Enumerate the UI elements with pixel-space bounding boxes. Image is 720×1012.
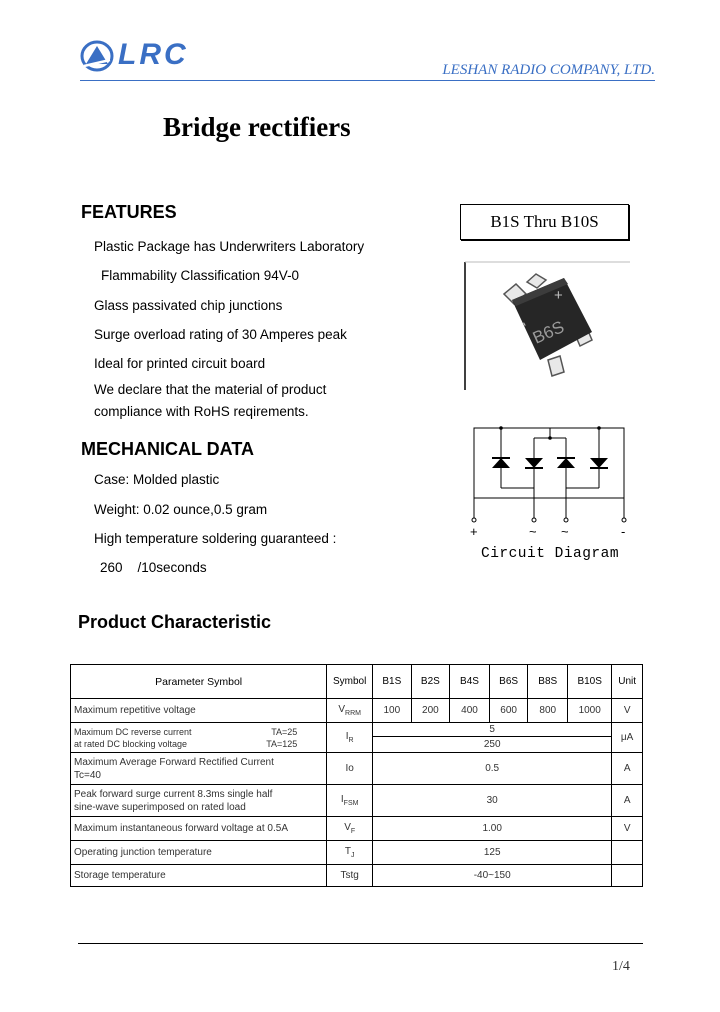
table-header: B10S xyxy=(568,665,612,699)
circuit-caption: Circuit Diagram xyxy=(481,546,620,562)
unit-cell: A xyxy=(612,785,643,817)
package-photo xyxy=(464,260,630,390)
mechanical-line: High temperature soldering guaranteed : xyxy=(94,531,337,546)
mechanical-line: 260 /10seconds xyxy=(100,560,207,575)
symbol-cell: $V_{RRM}$ xyxy=(327,699,373,723)
terminal-ac: ~ xyxy=(561,524,569,539)
page-title: Bridge rectifiers xyxy=(163,112,351,142)
unit-cell xyxy=(612,841,643,865)
value-cell: 30 xyxy=(373,785,612,817)
symbol-cell: $I_{FSM}$ xyxy=(327,785,373,817)
spec-table xyxy=(70,664,643,887)
table-row xyxy=(71,723,643,737)
table-header-row xyxy=(71,665,643,699)
company-name: LESHAN RADIO COMPANY, LTD. xyxy=(442,62,655,78)
feature-line: Glass passivated chip junctions xyxy=(94,298,283,313)
circuit-diagram xyxy=(464,420,634,545)
symbol-cell: $I_R$ xyxy=(327,723,373,753)
table-header: B1S xyxy=(373,665,412,699)
param-cell: Maximum DC reverse current TA=25 at rated DC blocking voltage TA=125 xyxy=(71,723,327,753)
value-cell: 600 xyxy=(489,699,528,723)
value-cell: 1.00 xyxy=(373,817,612,841)
unit-cell: μA xyxy=(612,723,643,753)
param-cell: Storage temperature xyxy=(71,865,327,887)
unit-cell xyxy=(612,865,643,887)
table-header: B4S xyxy=(450,665,490,699)
param-cell: Operating junction temperature xyxy=(71,841,327,865)
feature-line: Ideal for printed circuit board xyxy=(94,356,266,371)
terminal-ac: ~ xyxy=(529,524,537,539)
mechanical-heading: MECHANICAL DATA xyxy=(81,439,254,459)
diode-symbol xyxy=(492,458,608,468)
symbol-cell: $V_F$ xyxy=(327,817,373,841)
table-row xyxy=(71,753,643,785)
param-cell: Maximum Average Forward Rectified Current Tc=40 xyxy=(71,753,327,785)
feature-line: Flammability Classification 94V-0 xyxy=(101,268,300,283)
table-header: B2S xyxy=(411,665,450,699)
table-header: Unit xyxy=(612,665,643,699)
package-plus-mark: + xyxy=(554,287,563,304)
value-cell: 250 xyxy=(373,737,612,753)
mechanical-line: Case: Molded plastic xyxy=(94,472,220,487)
param-cell: Maximum instantaneous forward voltage at 0.5A xyxy=(71,817,327,841)
table-row xyxy=(71,817,643,841)
features-heading: FEATURES xyxy=(81,202,177,222)
param-cell: Peak forward surge current 8.3ms single half sine-wave superimposed on rated load xyxy=(71,785,327,817)
symbol-cell: Tstg xyxy=(327,865,373,887)
part-range-box: B1S Thru B10S xyxy=(460,204,629,240)
unit-cell: V xyxy=(612,817,643,841)
header-divider xyxy=(80,80,655,81)
param-cell: Maximum repetitive voltage xyxy=(71,699,327,723)
mechanical-line: Weight: 0.02 ounce,0.5 gram xyxy=(94,502,268,517)
product-characteristic-heading: Product Characteristic xyxy=(78,612,272,632)
table-header: B6S xyxy=(489,665,528,699)
table-row xyxy=(71,785,643,817)
table-row xyxy=(71,699,643,723)
page-number: 1/4 xyxy=(612,959,630,974)
unit-cell: A xyxy=(612,753,643,785)
value-cell: 0.5 xyxy=(373,753,612,785)
table-header: B8S xyxy=(528,665,568,699)
package-minus-mark: - xyxy=(517,317,534,330)
logo-text: LRC xyxy=(118,38,189,71)
feature-line: We declare that the material of product xyxy=(94,382,327,397)
terminal-minus: - xyxy=(621,524,626,539)
table-header: Parameter Symbol xyxy=(71,665,327,699)
value-cell: 5 xyxy=(373,723,612,737)
value-cell: 400 xyxy=(450,699,490,723)
value-cell: 100 xyxy=(373,699,412,723)
package-marking: B6S xyxy=(529,317,567,348)
value-cell: 800 xyxy=(528,699,568,723)
terminal-plus: + xyxy=(470,524,478,539)
symbol-cell: Io xyxy=(327,753,373,785)
feature-line: Plastic Package has Underwriters Laboratory xyxy=(94,239,365,254)
table-row xyxy=(71,865,643,887)
value-cell: -40~150 xyxy=(373,865,612,887)
table-header: Symbol xyxy=(327,665,373,699)
feature-line: Surge overload rating of 30 Amperes peak xyxy=(94,327,347,342)
value-cell: 200 xyxy=(411,699,450,723)
value-cell: 1000 xyxy=(568,699,612,723)
symbol-cell: $T_J$ xyxy=(327,841,373,865)
table-row xyxy=(71,841,643,865)
footer-divider xyxy=(78,943,643,944)
feature-line: compliance with RoHS reqirements. xyxy=(94,404,309,419)
value-cell: 125 xyxy=(373,841,612,865)
unit-cell: V xyxy=(612,699,643,723)
